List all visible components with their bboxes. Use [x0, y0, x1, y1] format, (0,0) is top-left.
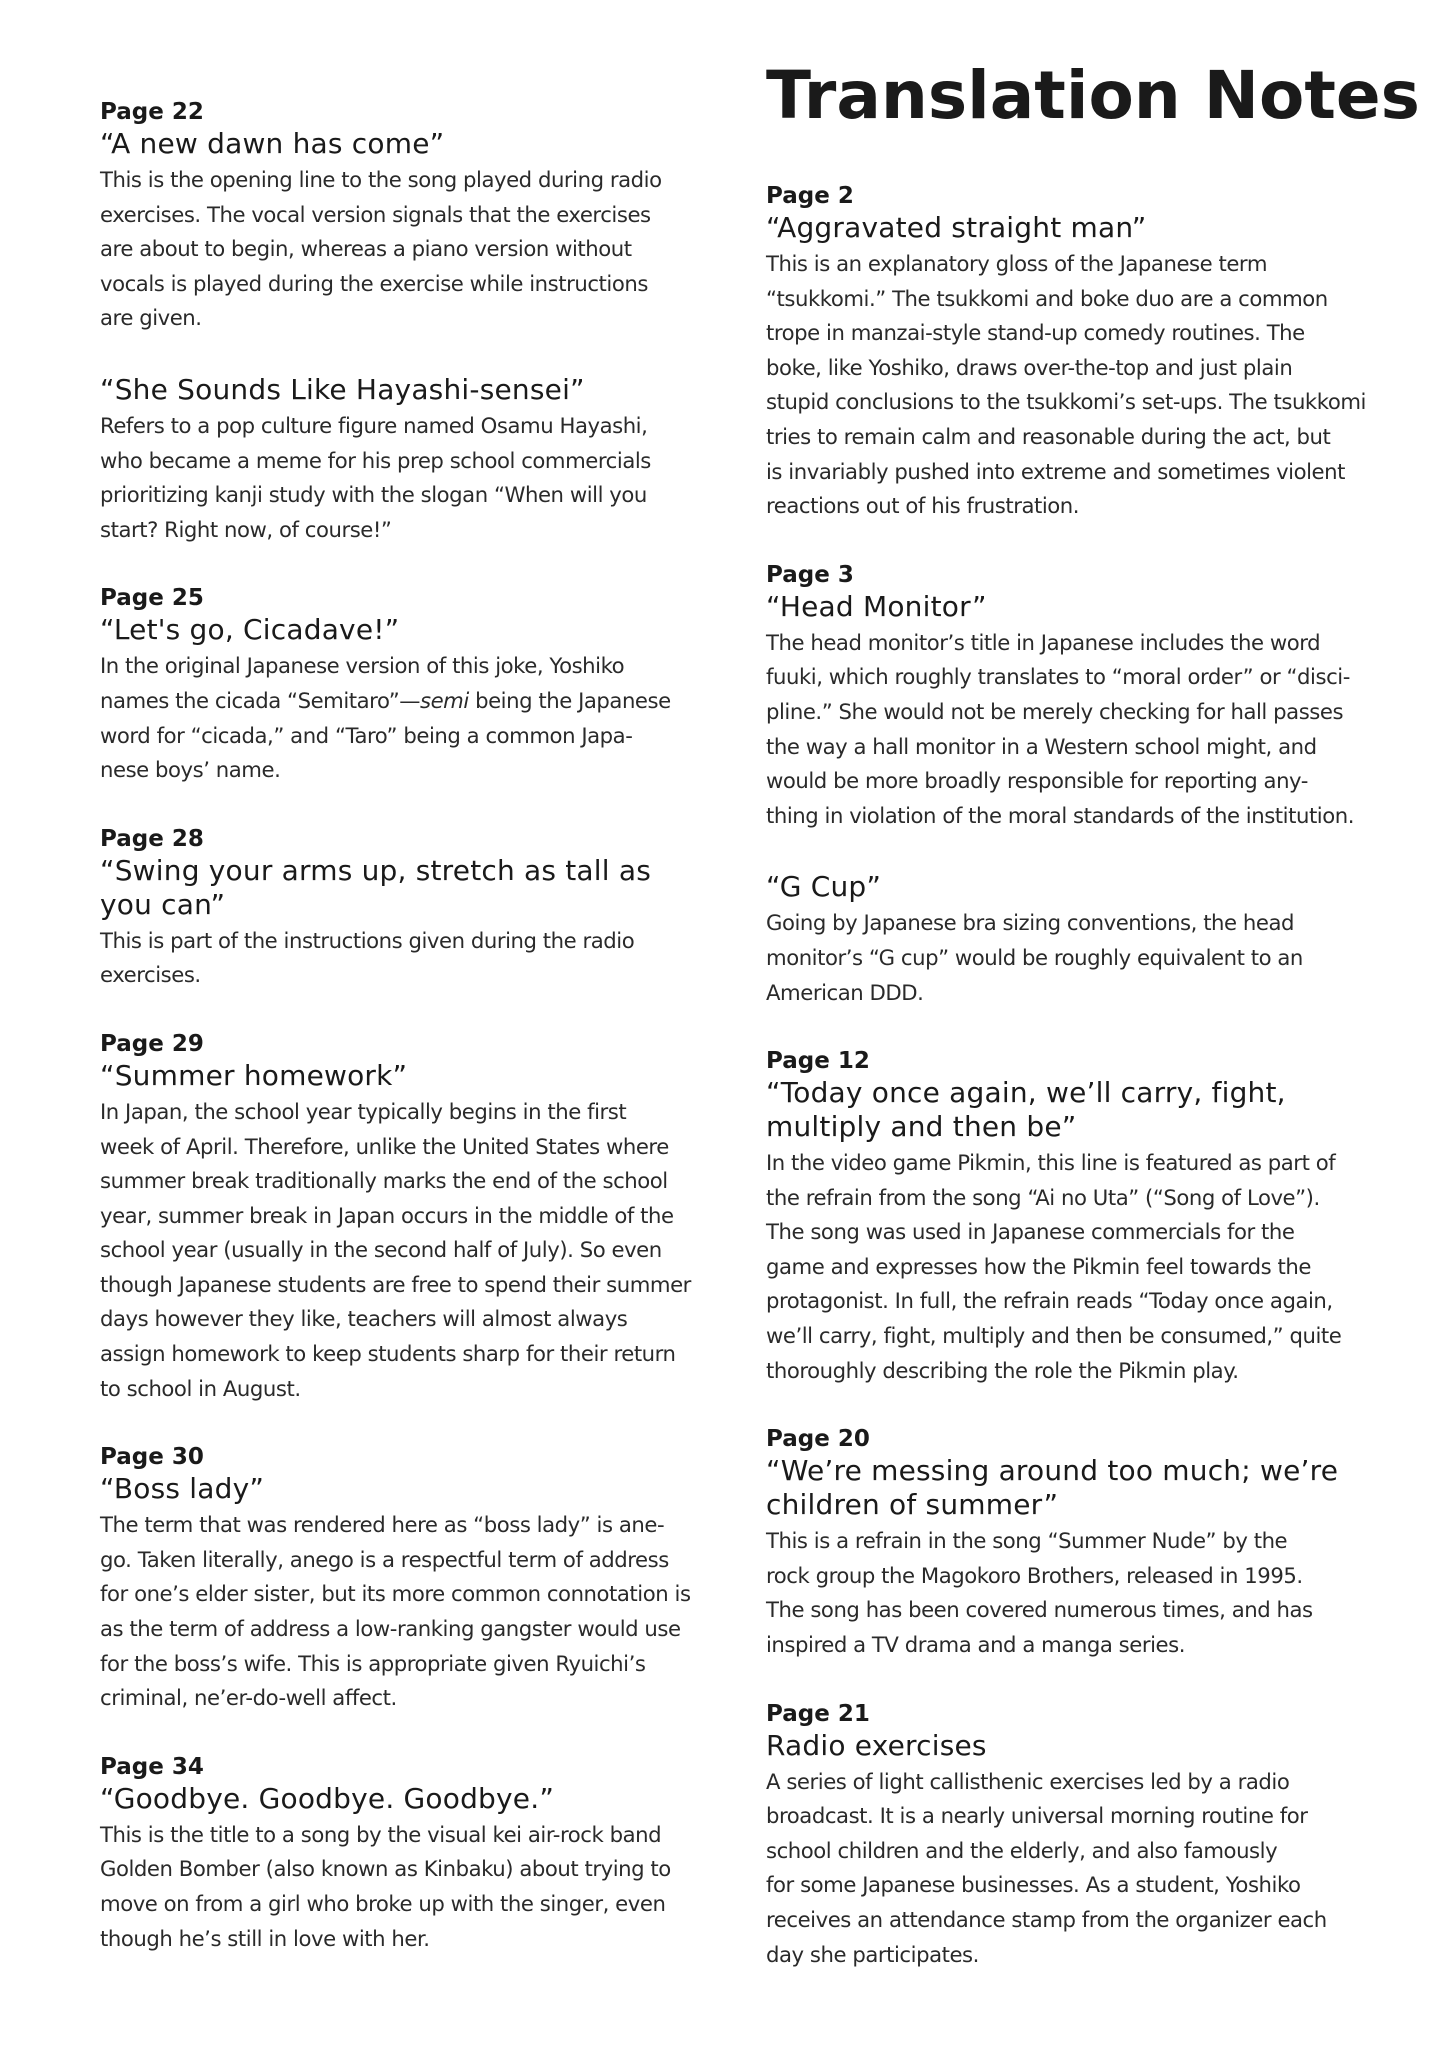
note-body	[100, 924, 710, 993]
note-body-line: fuuki, which roughly translates to “moral order” or “disci-	[766, 664, 1350, 690]
note-heading-line: children of summer”	[766, 1488, 1059, 1522]
note-body-line: day she participates.	[766, 1941, 979, 1967]
note-page-ref: Page 21	[766, 1700, 870, 1727]
note-body-line: thing in violation of the moral standards of the institution.	[766, 802, 1355, 828]
note-body-line: Golden Bomber (also known as Kinbaku) about trying to	[100, 1856, 671, 1882]
note-body-line: days however they like, teachers will almost always	[100, 1306, 628, 1332]
note-body	[766, 1765, 1378, 1973]
translation-note	[100, 98, 710, 336]
note-page-ref: Page 29	[100, 1030, 204, 1057]
note-body-line: Going by Japanese bra sizing conventions, the head	[766, 910, 1295, 936]
note-body-line: This is the title to a song by the visual kei air-rock band	[100, 1821, 662, 1847]
note-body-line: for one’s elder sister, but its more common connotation is	[100, 1581, 691, 1607]
translation-note	[766, 182, 1378, 524]
note-heading-line: “Swing your arms up, stretch as tall as	[100, 853, 651, 887]
note-body-line: The song has been covered numerous times, and has	[766, 1597, 1313, 1623]
note-heading: “A new dawn has come”	[100, 127, 445, 160]
note-body-line: for the boss’s wife. This is appropriate given Ryuichi’s	[100, 1650, 646, 1676]
page-title: Translation Notes	[766, 57, 1420, 134]
note-page-ref: Page 25	[100, 585, 204, 612]
note-body-line: vocals is played during the exercise while instructions	[100, 270, 648, 296]
note-body-line: exercises.	[100, 962, 201, 988]
translation-note	[100, 825, 710, 993]
note-body-line: The song was used in Japanese commercials for the	[766, 1219, 1295, 1245]
note-body-line: inspired a TV drama and a manga series.	[766, 1632, 1186, 1658]
note-page-ref: Page 30	[100, 1444, 204, 1471]
note-body-line: though he’s still in love with her.	[100, 1925, 430, 1951]
note-page-ref: Page 22	[100, 99, 204, 125]
translation-note	[766, 870, 1378, 1010]
note-heading: “G Cup”	[766, 870, 882, 904]
translation-note	[766, 1425, 1378, 1662]
note-heading: “Head Monitor”	[766, 589, 987, 623]
note-heading	[766, 1454, 1378, 1522]
note-heading-line: “We’re messing around too much; we’re	[766, 1454, 1339, 1488]
translation-note	[100, 1443, 710, 1716]
note-heading-line: “Today once again, we’ll carry, fight,	[766, 1076, 1286, 1110]
note-body-line: who became a meme for his prep school commercials	[100, 447, 651, 473]
right-column	[766, 0, 1420, 2009]
note-body-line: Refers to a pop culture figure named Osamu Hayashi,	[100, 412, 648, 438]
note-body-line: This is an explanatory gloss of the Japanese term	[766, 251, 1268, 276]
note-body-line: summer break traditionally marks the end of the school	[100, 1168, 668, 1194]
note-body-line: “tsukkomi.” The tsukkomi and boke duo are a common	[766, 285, 1328, 311]
note-body-line: tries to remain calm and reasonable during the act, but	[766, 423, 1331, 449]
note-body-line: the way a hall monitor in a Western school might, and	[766, 733, 1317, 759]
note-body-line: move on from a girl who broke up with the singer, even	[100, 1891, 666, 1916]
note-page-ref: Page 3	[766, 561, 854, 588]
note-body-line: rock group the Magokoro Brothers, released in 1995.	[766, 1562, 1303, 1588]
note-page-ref: Page 28	[100, 825, 204, 852]
note-body-line: we’ll carry, fight, multiply and then be consumed,” quite	[766, 1323, 1342, 1349]
note-page-ref: Page 20	[766, 1426, 870, 1453]
note-heading-line: you can”	[100, 887, 226, 921]
note-body-line: for some Japanese businesses. As a student, Yoshiko	[766, 1872, 1301, 1898]
note-body-line: trope in manzai-style stand-up comedy routines. The	[766, 320, 1305, 346]
translation-note	[766, 1700, 1378, 1973]
note-body-line: assign homework to keep students sharp for their return	[100, 1341, 676, 1367]
note-body-line: school children and the elderly, and also famously	[766, 1837, 1278, 1863]
note-body-line: The head monitor’s title in Japanese includes the word	[766, 629, 1321, 655]
note-body-line: broadcast. It is a nearly universal morning routine for	[766, 1803, 1308, 1829]
note-page-ref: Page 2	[766, 183, 854, 209]
note-heading: “Aggravated straight man”	[766, 211, 1147, 244]
note-body	[100, 409, 710, 547]
note-body-line: as the term of address a low-ranking gangster would use	[100, 1616, 681, 1642]
note-body-line: word for “cicada,” and “Taro” being a common Japa-	[100, 722, 633, 748]
note-body-line: are given.	[100, 305, 202, 331]
note-body-line: the refrain from the song “Ai no Uta” (“Song of Love”).	[766, 1184, 1320, 1210]
note-body-line: protagonist. In full, the refrain reads “Today once again,	[766, 1288, 1333, 1314]
translation-note	[100, 1030, 710, 1406]
note-heading: “Let's go, Cicadave!”	[100, 613, 400, 647]
note-body	[100, 1508, 710, 1716]
note-heading: “Summer homework”	[100, 1058, 408, 1092]
note-body-line: year, summer break in Japan occurs in the middle of the	[100, 1202, 674, 1228]
note-body-line: receives an attendance stamp from the organizer each	[766, 1907, 1327, 1932]
note-body-line: to school in August.	[100, 1375, 301, 1401]
note-body-line: American DDD.	[766, 979, 924, 1005]
note-body-line: game and expresses how the Pikmin feel towards the	[766, 1253, 1311, 1279]
translation-note	[766, 1047, 1378, 1388]
note-body	[766, 626, 1378, 834]
note-body-line: go. Taken literally, anego is a respectful term of address	[100, 1546, 669, 1572]
note-page-ref: Page 34	[100, 1753, 204, 1780]
note-heading: “Boss lady”	[100, 1472, 265, 1506]
note-body-line: prioritizing kanji study with the slogan “When will you	[100, 482, 647, 508]
note-body	[100, 649, 710, 787]
note-heading	[766, 1076, 1378, 1144]
note-body	[100, 1818, 710, 1956]
note-body-line: monitor’s “G cup” would be roughly equivalent to an	[766, 944, 1303, 970]
left-column	[100, 0, 710, 1993]
note-body	[100, 1095, 710, 1406]
note-body-line: In the original Japanese version of this joke, Yoshiko	[100, 653, 625, 679]
note-body-line: The term that was rendered here as “boss lady” is ane-	[100, 1512, 665, 1538]
note-body-line: week of April. Therefore, unlike the United States where	[100, 1133, 669, 1159]
translation-note	[766, 561, 1378, 834]
note-body-line: In Japan, the school year typically begins in the first	[100, 1098, 627, 1124]
translation-note	[100, 1753, 710, 1956]
note-body	[766, 1146, 1378, 1388]
note-body	[100, 163, 710, 336]
note-body-line: exercises. The vocal version signals that the exercises	[100, 201, 651, 227]
note-body-line: This is a refrain in the song “Summer Nude” by the	[766, 1528, 1288, 1554]
note-body	[766, 906, 1378, 1010]
note-body-line: school year (usually in the second half of July). So even	[100, 1237, 662, 1263]
note-body-line: though Japanese students are free to spend their summer	[100, 1271, 691, 1297]
note-heading-line: multiply and then be”	[766, 1110, 1077, 1144]
note-body-line: This is the opening line to the song played during radio	[100, 167, 662, 192]
note-body-line: reactions out of his frustration.	[766, 493, 1080, 519]
note-body-line: names the cicada “Semitaro”—semi being the Japanese	[100, 687, 671, 713]
note-body-line: boke, like Yoshiko, draws over-the-top and just plain	[766, 354, 1293, 380]
note-body-line: thoroughly describing the role the Pikmin play.	[766, 1357, 1239, 1383]
note-heading: Radio exercises	[766, 1728, 987, 1762]
note-body	[766, 1524, 1378, 1662]
note-body-line: This is part of the instructions given during the radio	[100, 927, 635, 953]
note-body-line: would be more broadly responsible for reporting any-	[766, 768, 1308, 794]
note-body-line: stupid conclusions to the tsukkomi’s set-ups. The tsukkomi	[766, 389, 1366, 415]
note-heading: “She Sounds Like Hayashi-sensei”	[100, 372, 585, 406]
note-body-line: criminal, ne’er-do-well affect.	[100, 1685, 397, 1711]
note-body-line: start? Right now, of course!”	[100, 516, 392, 542]
note-body	[766, 247, 1378, 524]
note-heading: “Goodbye. Goodbye. Goodbye.”	[100, 1781, 555, 1815]
note-body-line: In the video game Pikmin, this line is featured as part of	[766, 1150, 1336, 1176]
translation-note	[100, 373, 710, 547]
note-body-line: is invariably pushed into extreme and sometimes violent	[766, 458, 1345, 484]
note-heading	[100, 854, 710, 922]
note-body-line: pline.” She would not be merely checking for hall passes	[766, 698, 1344, 724]
note-body-line: nese boys’ name.	[100, 757, 281, 783]
note-page-ref: Page 12	[766, 1048, 870, 1075]
note-body-line: A series of light callisthenic exercises led by a radio	[766, 1768, 1290, 1794]
note-body-line: are about to begin, whereas a piano version without	[100, 236, 632, 262]
translation-note	[100, 584, 710, 787]
